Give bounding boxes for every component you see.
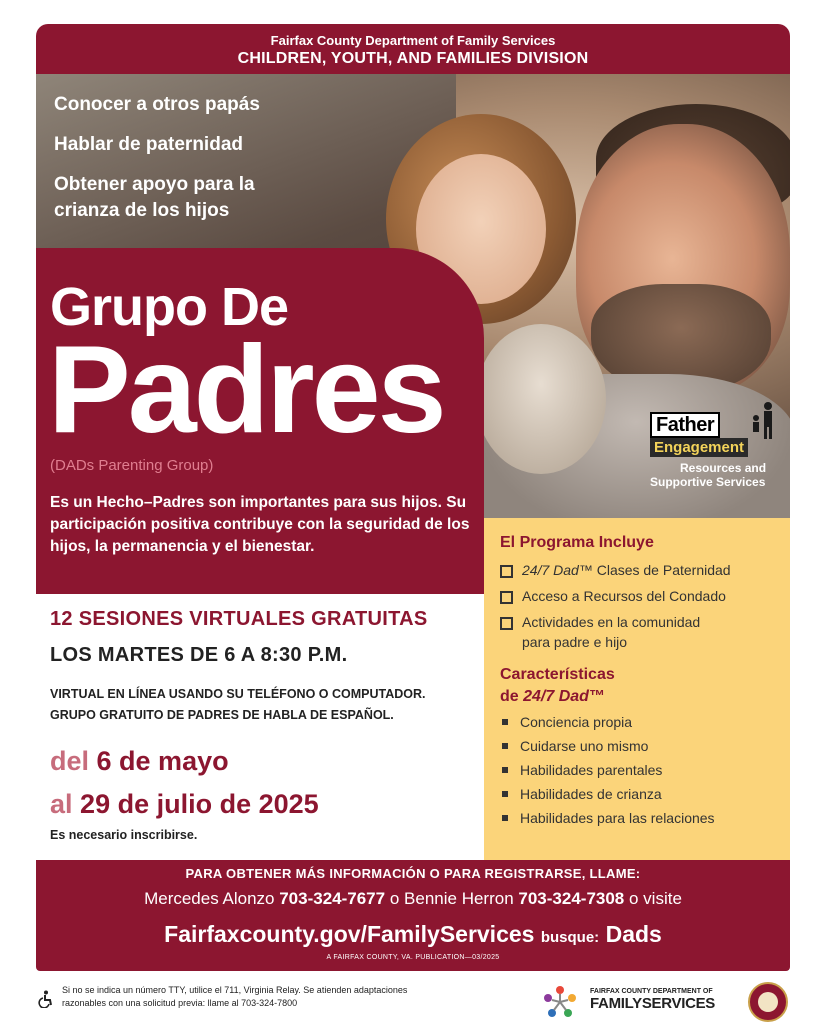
bullet-icon <box>502 767 508 773</box>
publication-line: A FAIRFAX COUNTY, VA. PUBLICATION—03/2025 <box>326 954 500 961</box>
phone-link[interactable]: 703-324-7677 <box>279 889 386 908</box>
characteristics-heading: Características de 24/7 Dad™ <box>500 666 615 705</box>
website-link[interactable]: Fairfaxcounty.gov/FamilyServices <box>164 921 535 947</box>
logo-resources-line1: Resources and <box>680 461 767 475</box>
registration-note: Es necesario inscribirse. <box>50 828 198 842</box>
header-banner <box>36 24 790 74</box>
bottom-strip <box>36 982 790 1026</box>
program-item: Acceso a Recursos del Condado <box>500 586 780 606</box>
department-name: Fairfax County Department of Family Services <box>270 33 556 48</box>
intro-item: crianza de los hijos <box>54 200 230 221</box>
intro-item: Hablar de paternidad <box>54 134 243 155</box>
bullet-icon <box>502 719 508 725</box>
intro-list <box>54 92 314 238</box>
square-bullet-icon <box>500 565 513 578</box>
father-engagement-logo <box>650 412 790 489</box>
county-seal-icon <box>748 982 788 1022</box>
phone-link[interactable]: 703-324-7308 <box>518 889 625 908</box>
characteristics-list <box>500 710 780 830</box>
program-item: 24/7 Dad™ Clases de Paternidad <box>500 560 780 580</box>
title-subtitle: (DADs Parenting Group) <box>50 457 214 474</box>
logo-resources-line2: Supportive Services <box>650 475 766 489</box>
contacts-line: Mercedes Alonzo 703-324-7677 o Bennie Herron 703-324-7308 o visite <box>144 889 682 908</box>
intro-item: Obtener apoyo para la <box>54 174 255 195</box>
website-line: Fairfaxcounty.gov/FamilyServices busque: Dads <box>164 921 662 947</box>
virtual-info: VIRTUAL EN LÍNEA USANDO SU TELÉFONO O COMPUTADOR. GRUPO GRATUITO DE PADRES DE HABLA DE ESPAÑOL. <box>50 687 426 722</box>
family-services-wordmark: FAIRFAX COUNTY DEPARTMENT OF FAMILYSERVICES <box>590 988 716 1012</box>
disclaimer: Si no se indica un número TTY, utilice el 711, Virginia Relay. Se atienden adaptaciones razonables con una solicitud previa: llame al 703-324-7800 <box>62 985 408 1008</box>
program-panel <box>484 518 790 860</box>
family-figure-icon <box>750 400 780 440</box>
title-line2: Padres <box>48 321 444 459</box>
sessions-heading: 12 SESIONES VIRTUALES GRATUITAS <box>50 608 428 630</box>
info-line: PARA OBTENER MÁS INFORMACIÓN O PARA REGISTRARSE, LLAME: <box>185 866 641 881</box>
division-name: CHILDREN, YOUTH, AND FAMILIES DIVISION <box>237 50 589 67</box>
bullet-icon <box>502 791 508 797</box>
bullet-icon <box>502 743 508 749</box>
schedule-text: LOS MARTES DE 6 A 8:30 P.M. <box>50 644 348 666</box>
logo-father: Father <box>656 414 715 436</box>
flyer <box>36 24 790 971</box>
list-item: Habilidades parentales <box>500 758 780 782</box>
bullet-icon <box>502 815 508 821</box>
intro-item: Conocer a otros papás <box>54 94 260 115</box>
square-bullet-icon <box>500 617 513 630</box>
list-item: Cuidarse uno mismo <box>500 734 780 758</box>
program-heading: El Programa Incluye <box>500 534 654 551</box>
list-item: Habilidades para las relaciones <box>500 806 780 830</box>
square-bullet-icon <box>500 591 513 604</box>
fact-text: Es un Hecho–Padres son importantes para sus hijos. Su participación positiva contribuye con la seguridad de los hijos, la permanencia y el bienestar. <box>50 494 470 555</box>
program-list <box>500 560 780 658</box>
accessibility-icon <box>36 990 54 1008</box>
list-item: Conciencia propia <box>500 710 780 734</box>
list-item: Habilidades de crianza <box>500 782 780 806</box>
title-line1: Grupo De <box>50 277 289 337</box>
contact-footer <box>36 860 790 971</box>
family-services-logo-icon <box>540 982 580 1022</box>
date-range: del 6 de mayo al 29 de julio de 2025 <box>50 746 319 819</box>
logo-engagement: Engagement <box>650 438 748 457</box>
program-item: Actividades en la comunidad para padre e hijo <box>500 612 780 652</box>
